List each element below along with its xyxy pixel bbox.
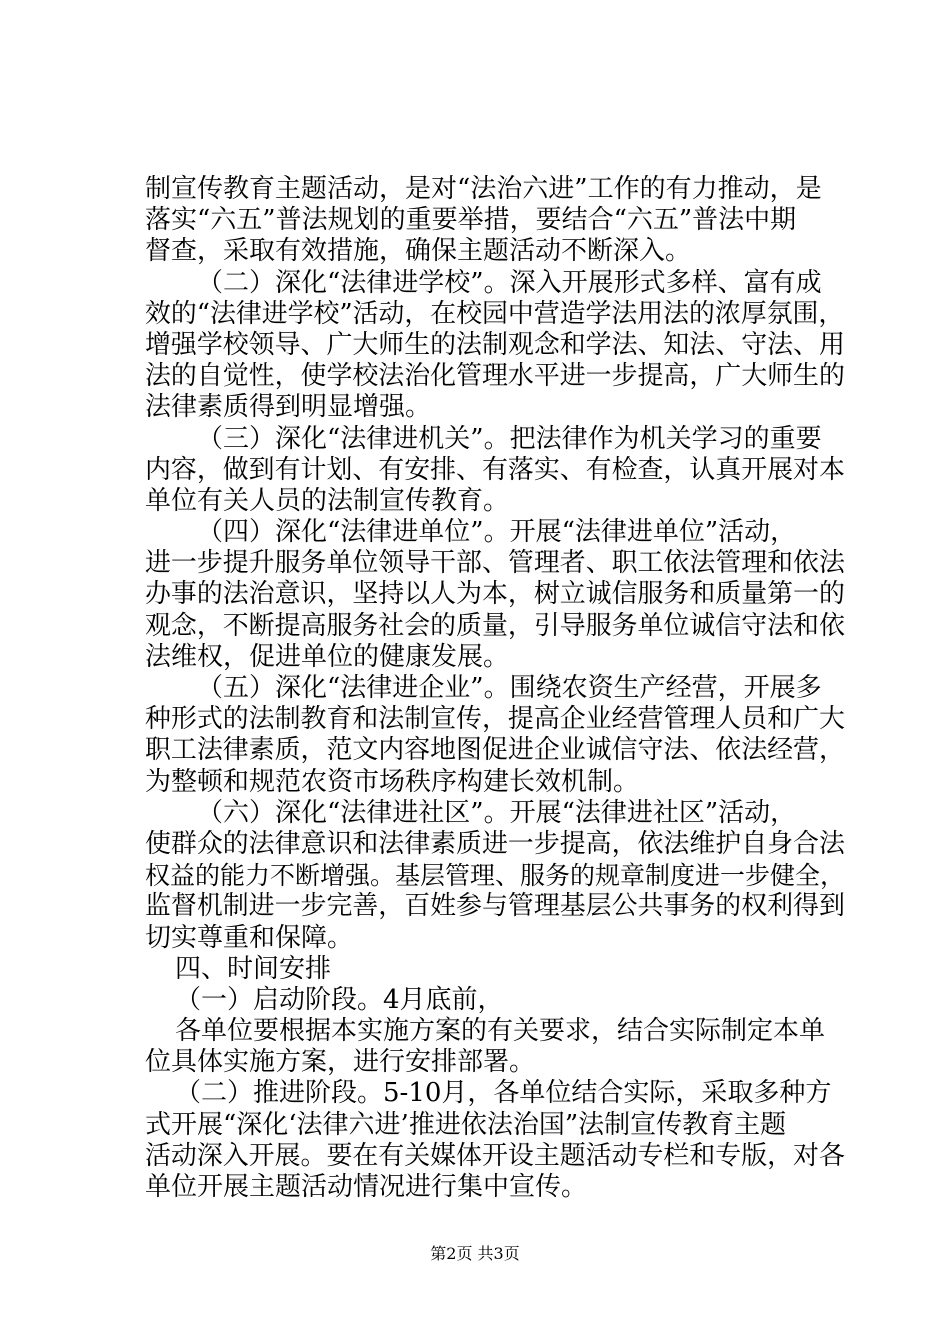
text-line: 法维权，促进单位的健康发展。 [145, 641, 510, 672]
text-line: （一）启动阶段。4月底前， [175, 984, 504, 1015]
text-line: 法律素质得到明显增强。 [145, 392, 432, 423]
text-line: 式开展“深化‘法律六进’推进依法治国”法制宣传教育主题 [145, 1109, 787, 1140]
text-line: （四）深化“法律进单位”。开展“法律进单位”活动， [197, 517, 797, 548]
text-line: （六）深化“法律进社区”。开展“法律进社区”活动， [197, 797, 797, 828]
text-line: 制宣传教育主题活动，是对“法治六进”工作的有力推动，是 [145, 174, 822, 204]
text-line: 职工法律素质，范文内容地图促进企业诚信守法、依法经营， [145, 735, 845, 766]
text-line: 单位有关人员的法制宣传教育。 [145, 485, 510, 516]
text-line: 效的“法律进学校”活动，在校园中营造学法用法的浓厚氛围， [145, 298, 845, 329]
text-line: 权益的能力不断增强。基层管理、服务的规章制度进一步健全， [145, 861, 846, 891]
text-line: 法的自觉性，使学校法治化管理水平进一步提高，广大师生的 [145, 361, 845, 392]
text-line: 进一步提升服务单位领导干部、管理者、职工依法管理和依法 [145, 548, 845, 579]
text-line: （五）深化“法律进企业”。围绕农资生产经营，开展多 [197, 673, 822, 703]
text-line: 各单位要根据本实施方案的有关要求，结合实际制定本单 [175, 1016, 826, 1047]
text-line: 监督机制进一步完善，百姓参与管理基层公共事务的权利得到 [145, 891, 845, 922]
text-line: （二）推进阶段。5-10月，各单位结合实际，采取多种方 [175, 1078, 832, 1109]
text-line: 位具体实施方案，进行安排部署。 [145, 1047, 536, 1078]
text-line: 四、时间安排 [175, 953, 332, 984]
text-line: （三）深化“法律进机关”。把法律作为机关学习的重要 [197, 423, 822, 454]
text-line: 落实“六五”普法规划的重要举措，要结合“六五”普法中期 [145, 205, 797, 236]
page-footer: 第2页 共3页 [430, 1244, 520, 1263]
text-line: 单位开展主题活动情况进行集中宣传。 [145, 1172, 588, 1202]
text-line: 增强学校领导、广大师生的法制观念和学法、知法、守法、用 [145, 329, 845, 360]
document-body [145, 174, 845, 1203]
text-line: 切实尊重和保障。 [145, 922, 354, 953]
text-line: （二）深化“法律进学校”。深入开展形式多样、富有成 [197, 267, 822, 298]
text-line: 督查，采取有效措施，确保主题活动不断深入。 [145, 236, 692, 267]
text-line: 活动深入开展。要在有关媒体开设主题活动专栏和专版，对各 [145, 1140, 845, 1171]
text-line: 为整顿和规范农资市场秩序构建长效机制。 [145, 766, 640, 797]
text-line: 观念，不断提高服务社会的质量，引导服务单位诚信守法和依 [145, 610, 845, 641]
text-line: 办事的法治意识，坚持以人为本，树立诚信服务和质量第一的 [145, 579, 845, 610]
text-line: 使群众的法律意识和法律素质进一步提高，依法维护自身合法 [145, 828, 845, 859]
text-line: 内容，做到有计划、有安排、有落实、有检查，认真开展对本 [145, 454, 845, 485]
text-line: 种形式的法制教育和法制宣传，提高企业经营管理人员和广大 [145, 704, 845, 735]
